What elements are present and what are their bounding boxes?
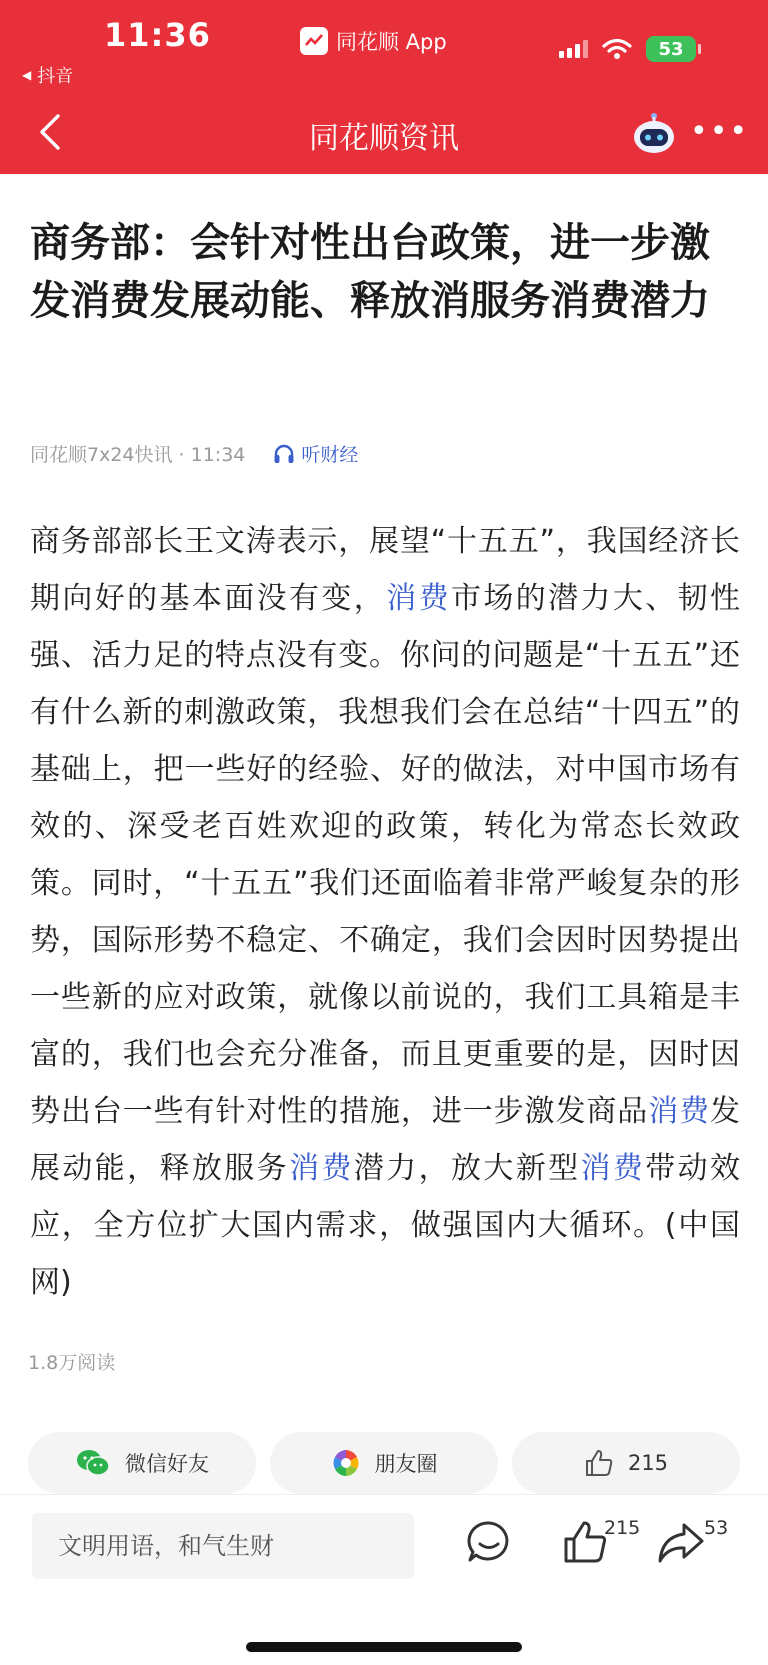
body-text-segment: 带动效应，全方位扩大国内需求，做强国内大循环。(中国网) <box>30 1151 741 1300</box>
source-time: 同花顺7x24快讯 · 11:34 <box>30 444 246 466</box>
body-text-segment: 发展动能，释放服务 <box>30 1094 741 1186</box>
share-arrow-icon[interactable] <box>656 1517 706 1567</box>
home-indicator[interactable] <box>246 1642 522 1652</box>
read-count: 1.8万阅读 <box>28 1352 116 1374</box>
wifi-icon <box>602 38 632 60</box>
comment-input[interactable] <box>32 1513 414 1579</box>
like-pill-count: 215 <box>627 1451 669 1475</box>
wechat-icon <box>75 1448 111 1478</box>
headphones-icon <box>273 444 295 464</box>
keyword-link[interactable]: 消费 <box>386 581 451 616</box>
comment-icon[interactable] <box>464 1517 514 1567</box>
app-indicator <box>300 26 447 56</box>
back-app-label: 抖音 <box>37 66 74 87</box>
top-bar <box>0 0 768 174</box>
status-icons <box>559 36 696 62</box>
article-meta <box>30 440 358 467</box>
keyword-link[interactable]: 消费 <box>289 1151 354 1186</box>
like-count: 215 <box>604 1517 641 1539</box>
listen-button[interactable] <box>273 440 358 467</box>
app-logo-icon <box>300 27 328 55</box>
back-triangle-icon: ◀ <box>22 68 32 82</box>
moments-icon <box>331 1448 361 1478</box>
like-pill-button[interactable] <box>512 1432 740 1494</box>
share-moments-button[interactable] <box>270 1432 498 1494</box>
back-to-app-link[interactable] <box>22 62 73 88</box>
keyword-link[interactable]: 消费 <box>648 1094 711 1129</box>
body-text-segment: 潜力，放大新型 <box>353 1151 581 1186</box>
listen-label: 听财经 <box>301 444 359 466</box>
more-options-icon[interactable]: ••• <box>690 114 750 149</box>
app-name: 同花顺 App <box>336 30 447 54</box>
page-title: 同花顺资讯 <box>309 121 459 156</box>
body-text-segment: 商务部部长王文涛表示，展望“十五五”，我国经济长期向好的基本面没有变， <box>30 524 740 616</box>
thumbs-up-icon <box>584 1449 614 1477</box>
article-body <box>30 513 740 1311</box>
keyword-link[interactable]: 消费 <box>580 1151 646 1186</box>
bottom-bar <box>0 1494 768 1665</box>
share-count: 53 <box>704 1517 729 1539</box>
share-wechat-button[interactable] <box>28 1432 256 1494</box>
share-moments-label: 朋友圈 <box>374 1452 438 1476</box>
body-text-segment: 市场的潜力大、韧性强、活力足的特点没有变。你问的问题是“十五五”还有什么新的刺激政策，我想我们会在总结“十四五”的基础上，把一些好的经验、好的做法，对中国市场有效的、深受老百姓欢迎的政策，转化为常态长效政策。同时，“十五五”我们还面临着非常严峻复杂的形势，国际形势不稳定、不确定，我们会因时因势提出一些新的应对政策，就像以前说的，我们工具箱是丰富的，我们也会充分准备，而且更重要的是，因时因势出台一些有针对性的措施，进一步激发商品 <box>30 581 741 1129</box>
share-row <box>28 1432 740 1494</box>
status-time: 11:36 <box>104 16 211 54</box>
ai-assistant-robot-icon[interactable] <box>632 112 676 156</box>
like-icon[interactable] <box>560 1517 610 1567</box>
cellular-signal-icon <box>559 40 588 58</box>
battery-indicator: 53 <box>646 36 696 62</box>
share-wechat-label: 微信好友 <box>125 1452 209 1476</box>
article-headline: 商务部：会针对性出台政策，进一步激发消费发展动能、释放消服务消费潜力 <box>30 220 710 324</box>
